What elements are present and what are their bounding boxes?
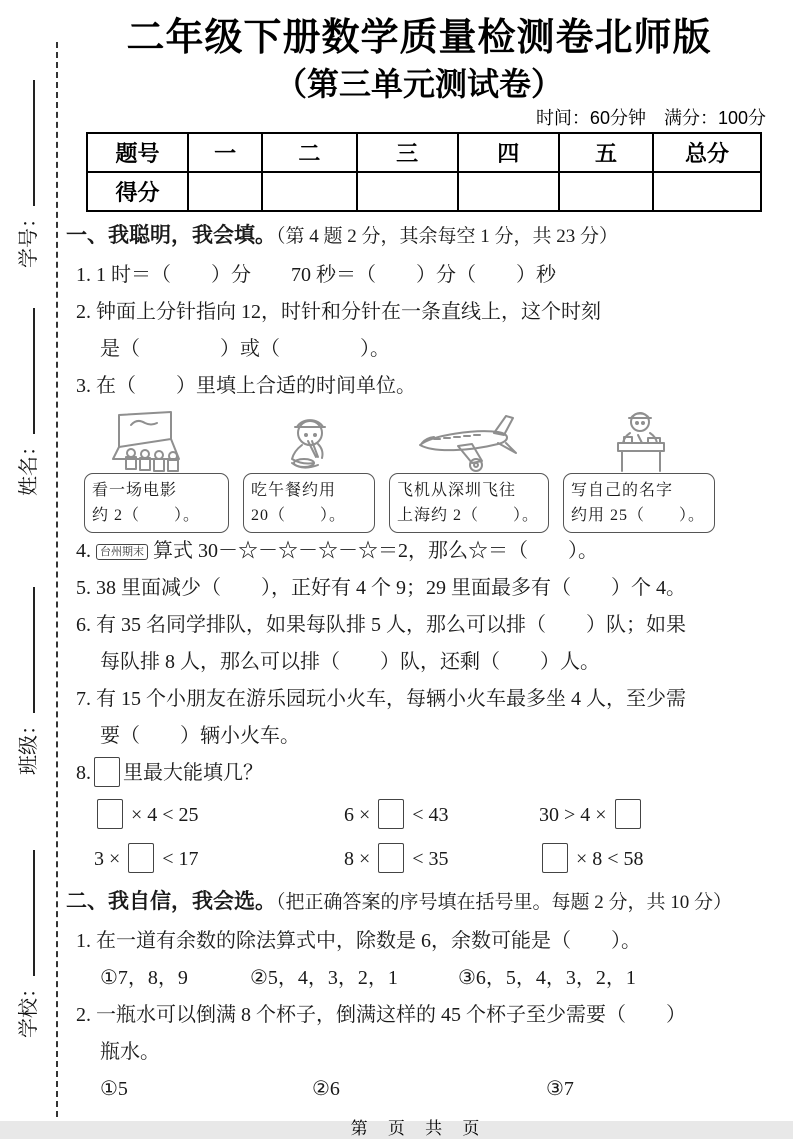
card-blank: 约 2（ ）。 — [92, 507, 201, 524]
ineq-post: < 43 — [407, 804, 449, 826]
score-col-4: 四 — [458, 133, 559, 172]
question-7-line2: 要（ ）辆小火车。 — [100, 725, 300, 747]
seal-field-student-id — [12, 68, 38, 268]
option-3: ③7 — [546, 1078, 574, 1100]
question-2-line1: 2. 钟面上分针指向 12，时针和分针在一条直线上，这个时刻 — [76, 301, 601, 323]
ineq-post: < 17 — [157, 848, 199, 870]
ineq-pre: 6 × — [344, 804, 376, 826]
section2-note: （把正确答案的序号填在括号里。每题 2 分，共 10 分） — [276, 892, 733, 913]
seal-field-name — [12, 296, 38, 496]
card-blank: 上海约 2（ ）。 — [397, 507, 540, 524]
question-6-line2: 每队排 8 人，那么可以排（ ）队，还剩（ ）人。 — [100, 651, 600, 673]
time-unit-card — [389, 473, 549, 533]
page-footer: 第 页 共 页 — [350, 1119, 488, 1138]
score-table — [86, 132, 762, 212]
inequality-item — [94, 796, 344, 834]
score-table-score-row — [87, 172, 761, 211]
inequality-item — [344, 796, 539, 834]
seal-field-school — [12, 838, 38, 1038]
answer-box — [97, 799, 123, 829]
question-3-figures — [66, 407, 772, 533]
choice-question-1: 1. 在一道有余数的除法算式中，除数是 6，余数可能是（ ）。 — [76, 930, 641, 952]
ineq-pre: 3 × — [94, 848, 126, 870]
name-label: 姓名： — [18, 436, 40, 496]
time-unit-card — [563, 473, 715, 533]
question-8-number: 8. — [76, 762, 91, 784]
writing-child-icon — [563, 407, 715, 473]
inequality-item — [344, 840, 539, 878]
score-cell — [262, 172, 356, 211]
card-text: 看一场电影 — [92, 482, 178, 499]
score-table-header-row — [87, 133, 761, 172]
score-table-corner: 题号 — [87, 133, 188, 172]
question-3: 3. 在（ ）里填上合适的时间单位。 — [76, 375, 416, 397]
choice-question-1-options — [66, 960, 772, 997]
source-tag: 台州期末 — [96, 544, 148, 560]
airplane-icon — [389, 407, 549, 473]
question-2-line2: 是（ ）或（ ）。 — [100, 338, 390, 360]
answer-box — [542, 843, 568, 873]
choice-question-2-line2: 瓶水。 — [100, 1041, 160, 1063]
question-5: 5. 38 里面减少（ ），正好有 4 个 9；29 里面最多有（ ）个 4。 — [76, 577, 686, 599]
question-6-line1: 6. 有 35 名同学排队，如果每队排 5 人，那么可以排（ ）队；如果 — [76, 614, 686, 636]
student-id-label: 学号： — [18, 208, 40, 268]
ineq-post: < 35 — [407, 848, 449, 870]
page-title: 二年级下册数学质量检测卷北师版 — [126, 17, 712, 59]
option-1: ①5 — [100, 1078, 128, 1100]
score-col-2: 二 — [262, 133, 356, 172]
class-blank — [21, 587, 35, 713]
choice-question-2-line1: 2. 一瓶水可以倒满 8 个杯子，倒满这样的 45 个杯子至少需要（ ） — [76, 1004, 686, 1026]
choice-question-2-options — [66, 1071, 772, 1108]
cinema-icon — [84, 407, 229, 473]
option-2: ②5，4，3，2，1 — [250, 967, 398, 989]
eating-child-icon — [243, 407, 375, 473]
card-text: 写自己的名字 — [571, 482, 674, 499]
section2-heading — [66, 882, 772, 923]
time-unit-card — [84, 473, 229, 533]
card-text: 飞机从深圳飞往 — [397, 482, 517, 499]
answer-box — [378, 799, 404, 829]
page-subtitle: （第三单元测试卷） — [274, 66, 563, 102]
class-label: 班级： — [18, 715, 40, 775]
time-unit-card — [243, 473, 375, 533]
question-4-number: 4. — [76, 540, 91, 562]
section1-note: （第 4 题 2 分，其余每空 1 分，共 23 分） — [276, 226, 619, 247]
option-1: ①7，8，9 — [100, 967, 188, 989]
question-7-line1: 7. 有 15 个小朋友在游乐园玩小火车，每辆小火车最多坐 4 人，至少需 — [76, 688, 686, 710]
option-2: ②6 — [312, 1078, 340, 1100]
question-1: 1. 1 时＝（ ）分 70 秒＝（ ）分（ ）秒 — [76, 264, 556, 286]
ineq-post: × 8 < 58 — [571, 848, 644, 870]
question-8 — [66, 755, 772, 792]
score-cell — [559, 172, 653, 211]
exam-meta: 时间：60分钟 满分：100分 — [535, 108, 766, 128]
score-cell — [458, 172, 559, 211]
seal-dashed-line — [56, 42, 58, 1117]
card-text: 吃午餐约用 — [251, 482, 337, 499]
section1-heading — [66, 216, 772, 257]
student-id-blank — [21, 80, 35, 206]
option-3: ③6，5，4，3，2，1 — [458, 967, 636, 989]
inequality-item — [94, 840, 344, 878]
score-col-3: 三 — [357, 133, 458, 172]
question-4-text: 算式 30－☆－☆－☆－☆＝2，那么☆＝（ ）。 — [153, 540, 598, 562]
score-col-5: 五 — [559, 133, 653, 172]
question-4 — [66, 533, 772, 570]
score-cell — [357, 172, 458, 211]
answer-box — [94, 757, 120, 787]
section2-title: 二、我自信，我会选。 — [66, 890, 276, 913]
answer-box — [128, 843, 154, 873]
section1-title: 一、我聪明，我会填。 — [66, 224, 276, 247]
score-cell — [653, 172, 761, 211]
ineq-pre: 8 × — [344, 848, 376, 870]
score-col-total: 总分 — [653, 133, 761, 172]
card-blank: 约用 25（ ）。 — [571, 507, 706, 524]
paper-content — [66, 0, 772, 1139]
answer-box — [615, 799, 641, 829]
answer-box — [378, 843, 404, 873]
ineq-post: × 4 < 25 — [126, 804, 199, 826]
question-8-text: 里最大能填几？ — [123, 762, 263, 784]
school-label: 学校： — [18, 978, 40, 1038]
score-cell — [188, 172, 262, 211]
name-blank — [21, 308, 35, 434]
inequality-item — [539, 840, 772, 878]
card-blank: 20（ ）。 — [251, 507, 347, 524]
score-col-1: 一 — [188, 133, 262, 172]
ineq-pre: 30 > 4 × — [539, 804, 612, 826]
inequality-item — [539, 796, 772, 834]
school-blank — [21, 850, 35, 976]
question-8-inequalities — [66, 796, 772, 878]
seal-field-class — [12, 575, 38, 775]
score-row-label: 得分 — [87, 172, 188, 211]
